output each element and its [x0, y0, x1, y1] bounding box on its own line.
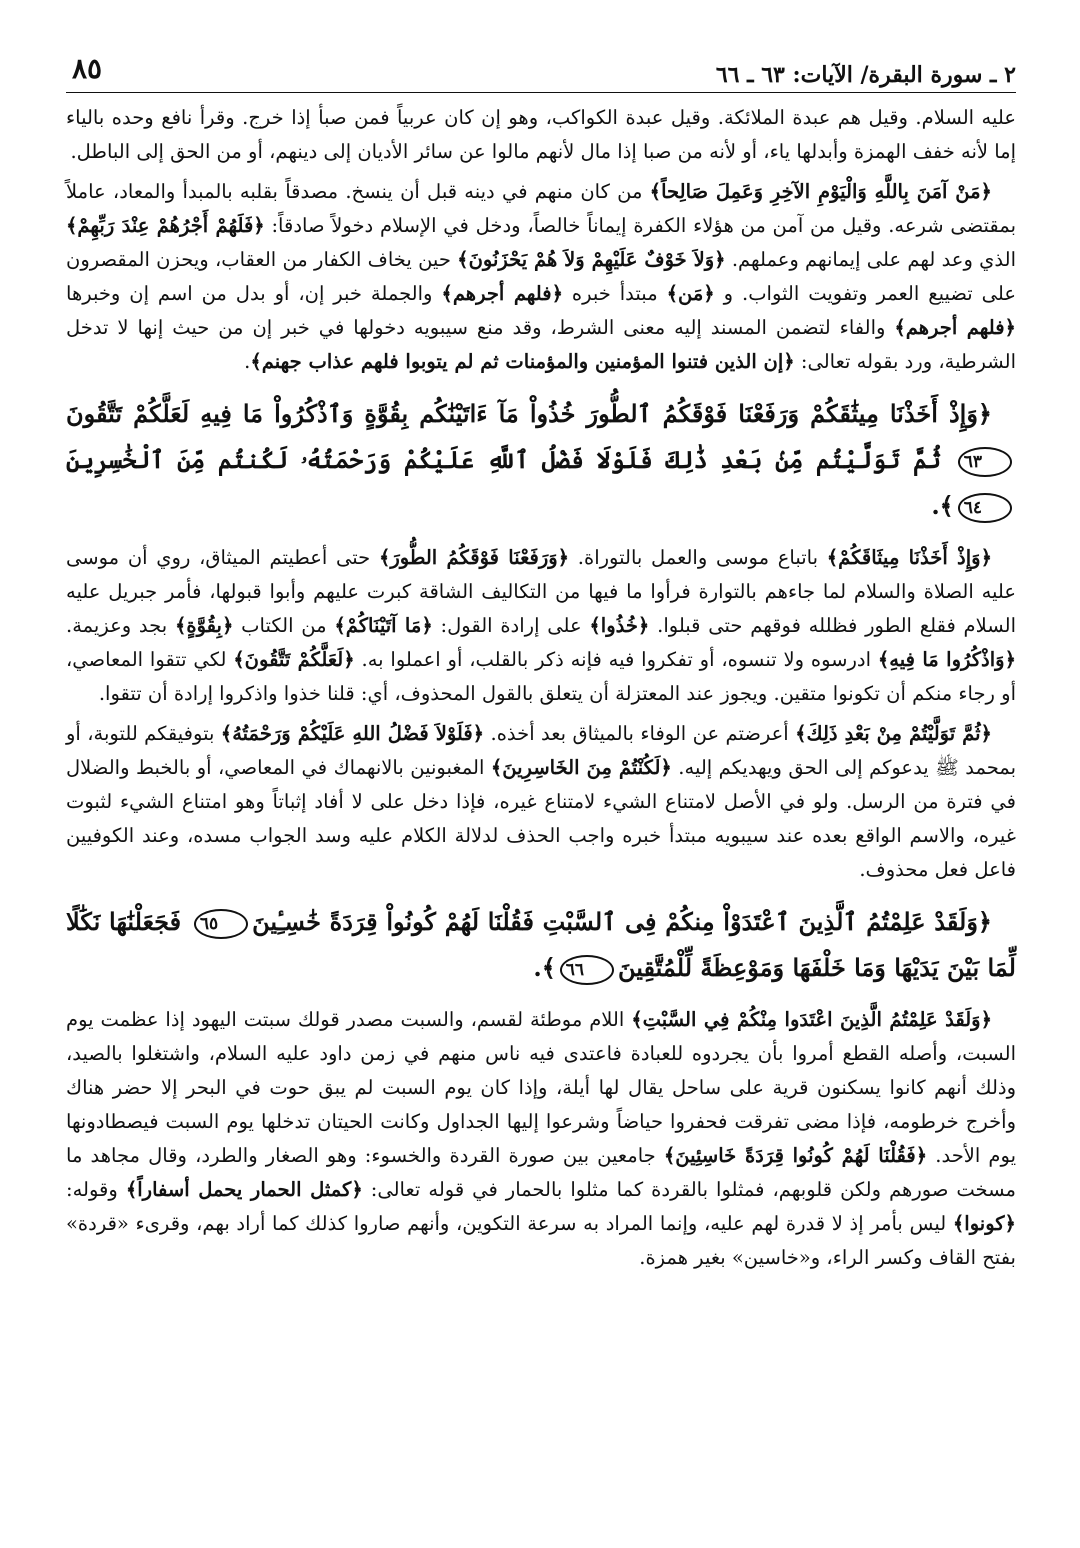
- commentary-text: ادرسوه ولا تنسوه، أو تفكروا فيه فإنه ذكر بالقلب، أو اعملوا به.: [354, 648, 878, 671]
- commentary-text: والجملة خبر إن، أو بدل من اسم إن وخبرها: [66, 282, 442, 305]
- commentary-text: .: [244, 350, 251, 373]
- header-rule: [66, 92, 1016, 93]
- quran-verse-block-65-66: [66, 899, 1016, 991]
- commentary-text: لكي تتقوا المعاصي، أو رجاء منكم أن تكونوا متقين. ويجوز عند المعتزلة أن يتعلق بالقول المحذوف، أي: قلنا خذوا واذكروا إرادة أن تتقوا.: [66, 648, 1016, 705]
- quran-quote: ﴿فلهم أجرهم﴾: [894, 316, 1016, 339]
- quran-quote: ﴿مَا آتَيْنَاكُمْ﴾: [334, 614, 433, 637]
- ayah-number-marker: ٦٦: [560, 955, 614, 985]
- quran-quote: ﴿وَإِذْ أَخَذْنَا مِيثَاقَكُمْ﴾: [826, 546, 992, 569]
- verse-end: ﴾.: [533, 953, 556, 982]
- quran-quote: ﴿بِقُوَّةٍ﴾: [174, 614, 234, 637]
- quran-quote: ﴿لَعَلَّكُمْ تَتَّقُونَ﴾: [233, 648, 355, 671]
- commentary-text: حين يخاف الكفار من العقاب، ويحزن المقصرون على تضييع العمر وتفويت الثواب. و: [66, 248, 1016, 305]
- commentary-paragraph-4: [66, 717, 1016, 887]
- commentary-text: وقوله:: [66, 1178, 126, 1201]
- page-number: ٨٥: [72, 52, 103, 85]
- commentary-text: بجد وعزيمة.: [66, 614, 175, 637]
- commentary-text: مبتدأ خبره: [563, 282, 667, 305]
- quran-quote: ﴿وَلَقَدْ عَلِمْتُمُ الَّذِينَ اعْتَدَوا مِنْكُمْ فِي السَّبْتِ﴾: [631, 1008, 992, 1031]
- verse-text: ثُمَّ تَوَلَّيْتُم مِّنۢ بَعْدِ ذَٰلِكَ فَلَوْلَا فَضْلُ ٱللَّهِ عَلَيْكُمْ وَرَحْمَتُهُۥ لَكُنتُم مِّنَ ٱلْخَٰسِرِينَ: [66, 445, 954, 474]
- quran-quote: ﴿فَلَوْلاَ فَضْلُ اللهِ عَلَيْكُمْ وَرَحْمَتُهُ﴾: [220, 722, 485, 745]
- quran-quote: ﴿فَلَهُمْ أَجْرُهُمْ عِنْدَ رَبِّهِمْ﴾: [66, 214, 265, 237]
- page-header: [66, 52, 1016, 86]
- verse-end: ﴾.: [931, 491, 954, 520]
- commentary-text: ليس بأمر إذ لا قدرة لهم عليه، وإنما المراد به سرعة التكوين، وأنهم صاروا كذلك كما أراد بهم، وقرىء «قردة» بفتح القاف وكسر الراء، و«خاسين» بغير همزة.: [66, 1212, 1016, 1269]
- commentary-text: على إرادة القول:: [432, 614, 590, 637]
- verse-text: ﴿وَلَقَدْ عَلِمْتُمُ ٱلَّذِينَ ٱعْتَدَوْاْ مِنكُمْ فِى ٱلسَّبْتِ فَقُلْنَا لَهُمْ كُونُواْ قِرَدَةً خَٰسِـِٔينَ: [252, 907, 992, 936]
- commentary-text: حتى أعطيتم الميثاق، روي أن موسى عليه الصلاة والسلام لما جاءهم بالتوارة فرأوا ما فيها من التكاليف الشاقة كبرت عليهم وأبوا قبولها، فأمر جبريل عليه السلام فقلع الطور فظلله فوقهم حتى قبلوا.: [66, 546, 1017, 637]
- quran-quote: ﴿كمثل الحمار يحمل أسفاراً﴾: [125, 1178, 363, 1201]
- ayah-number-marker: ٦٥: [194, 909, 248, 939]
- quran-quote: ﴿وَرَفَعْنَا فَوْقَكُمُ الطُّورَ﴾: [378, 546, 570, 569]
- quran-quote: ﴿كونوا﴾: [952, 1212, 1016, 1235]
- commentary-text: بتوفيقكم للتوبة، أو بمحمد ﷺ يدعوكم إلى الحق ويهديكم إليه.: [66, 722, 1017, 779]
- commentary-text: والفاء لتضمن المسند إليه معنى الشرط، وقد منع سيبويه دخولها في خبر إن من حيث إنها لا تدخل الشرطية، ورد بقوله تعالى:: [66, 316, 1016, 373]
- quran-quote: ﴿خُذُوا﴾: [589, 614, 650, 637]
- commentary-text: من الكتاب: [233, 614, 335, 637]
- commentary-text: أعرضتم عن الوفاء بالميثاق بعد أخذه.: [484, 722, 796, 745]
- verse-text: فَجَعَلْنَٰهَا نَكَٰلًا لِّمَا بَيْنَ يَدَيْهَا وَمَا خَلْفَهَا وَمَوْعِظَةً لِّلْمُتَّقِينَ: [66, 907, 1016, 982]
- verse-text: ﴿وَإِذْ أَخَذْنَا مِيثَٰقَكُمْ وَرَفَعْنَا فَوْقَكُمُ ٱلطُّورَ خُذُواْ مَآ ءَاتَيْنَٰكُم بِقُوَّةٍ وَٱذْكُرُواْ مَا فِيهِ لَعَلَّكُمْ تَتَّقُونَ: [66, 399, 992, 428]
- quran-quote: ﴿فَقُلْنَا لَهُمْ كُونُوا قِرَدَةً خَاسِئِينَ﴾: [663, 1144, 928, 1167]
- quran-quote: ﴿إن الذين فتنوا المؤمنين والمؤمنات ثم لم يتوبوا فلهم عذاب جهنم﴾: [250, 350, 795, 373]
- commentary-text: عليه السلام. وقيل هم عبدة الملائكة. وقيل عبدة الكواكب، وهو إن كان عربياً فمن صبأ إذا خرج. وقرأ نافع وحده بالياء إما لأنه خفف الهمزة وأبدلها ياء، أو لأنه من صبا إذا مال لأنهم مالوا عن سائر الأديان إلى دينهم، أو من الحق إلى الباطل.: [66, 106, 1016, 163]
- quran-quote: ﴿وَلاَ خَوْفٌ عَلَيْهِمْ وَلاَ هُمْ يَحْزَنُونَ﴾: [457, 248, 726, 271]
- quran-quote: ﴿مَن﴾: [666, 282, 715, 305]
- commentary-text: من كان منهم في دينه قبل أن ينسخ. مصدقاً بقلبه بالمبدأ والمعاد، عاملاً بمقتضى شرعه. وقيل من آمن من هؤلاء الكفرة إيماناً خالصاً، ودخل في الإسلام دخولاً صادقاً:: [66, 180, 1016, 237]
- quran-quote: ﴿مَنْ آمَنَ بِاللَّهِ وَالْيَوْمِ الآخِرِ وَعَمِلَ صَالِحاً﴾: [649, 180, 992, 203]
- quran-quote: ﴿لَكُنْتُمْ مِنَ الخَاسِرِينَ﴾: [490, 756, 672, 779]
- commentary-text: جامعين بين صورة القردة والخسوء: وهو الصغار والطرد، وقال مجاهد ما مسخت صورهم ولكن قلوبهم، فمثلوا بالقردة كما مثلوا بالحمار في قوله تعالى:: [66, 1144, 1016, 1201]
- commentary-paragraph-3: [66, 541, 1016, 711]
- quran-quote: ﴿ثُمَّ تَوَلَّيْتُمْ مِنْ بَعْدِ ذَلِكَ﴾: [795, 722, 992, 745]
- running-title: ٢ ـ سورة البقرة/ الآيات: ٦٣ ـ ٦٦: [715, 62, 1016, 88]
- quran-quote: ﴿فلهم أجرهم﴾: [441, 282, 563, 305]
- commentary-text: اللام موطئة لقسم، والسبت مصدر قولك سبتت اليهود إذا عظمت يوم السبت، وأصله القطع أمروا بأن يجردوه للعبادة فاعتدى فيه ناس منهم في زمن داود عليه السلام، واشتغلوا بالصيد، وذلك أنهم كانوا يسكنون قرية على ساحل يقال لها أيلة، وإذا كان يوم السبت لم يبق حوت في البحر إلا حضر هناك وأخرج خرطومه، فإذا مضى تفرقت فحفروا حياضاً وشرعوا إليها الجداول وكانت الحيتان تدخلها يوم السبت فيصطادونها يوم الأحد.: [66, 1008, 1017, 1167]
- commentary-paragraph-5: [66, 1003, 1016, 1275]
- commentary-text: المغبونين بالانهماك في المعاصي، أو بالخبط والضلال في فترة من الرسل. ولو في الأصل لامتناع الشيء لامتناع غيره، فإذا دخل على لا أفاد إثباتاً وهو امتناع الشيء لثبوت غيره، والاسم الواقع بعده عند سيبويه مبتدأ خبره واجب الحذف لدلالة الكلام عليه وسد الجواب مسده، وعند الكوفيين فاعل فعل محذوف.: [66, 756, 1016, 881]
- quran-quote: ﴿وَاذْكُرُوا مَا فِيهِ﴾: [877, 648, 1016, 671]
- quran-verse-block-63-64: [66, 391, 1016, 529]
- commentary-paragraph-1: [66, 101, 1016, 169]
- commentary-text: باتباع موسى والعمل بالتوراة.: [569, 546, 827, 569]
- commentary-paragraph-2: [66, 175, 1016, 379]
- commentary-text: الذي وعد لهم على إيمانهم وعملهم.: [725, 248, 1016, 271]
- ayah-number-marker: ٦٤: [958, 493, 1012, 523]
- ayah-number-marker: ٦٣: [958, 447, 1012, 477]
